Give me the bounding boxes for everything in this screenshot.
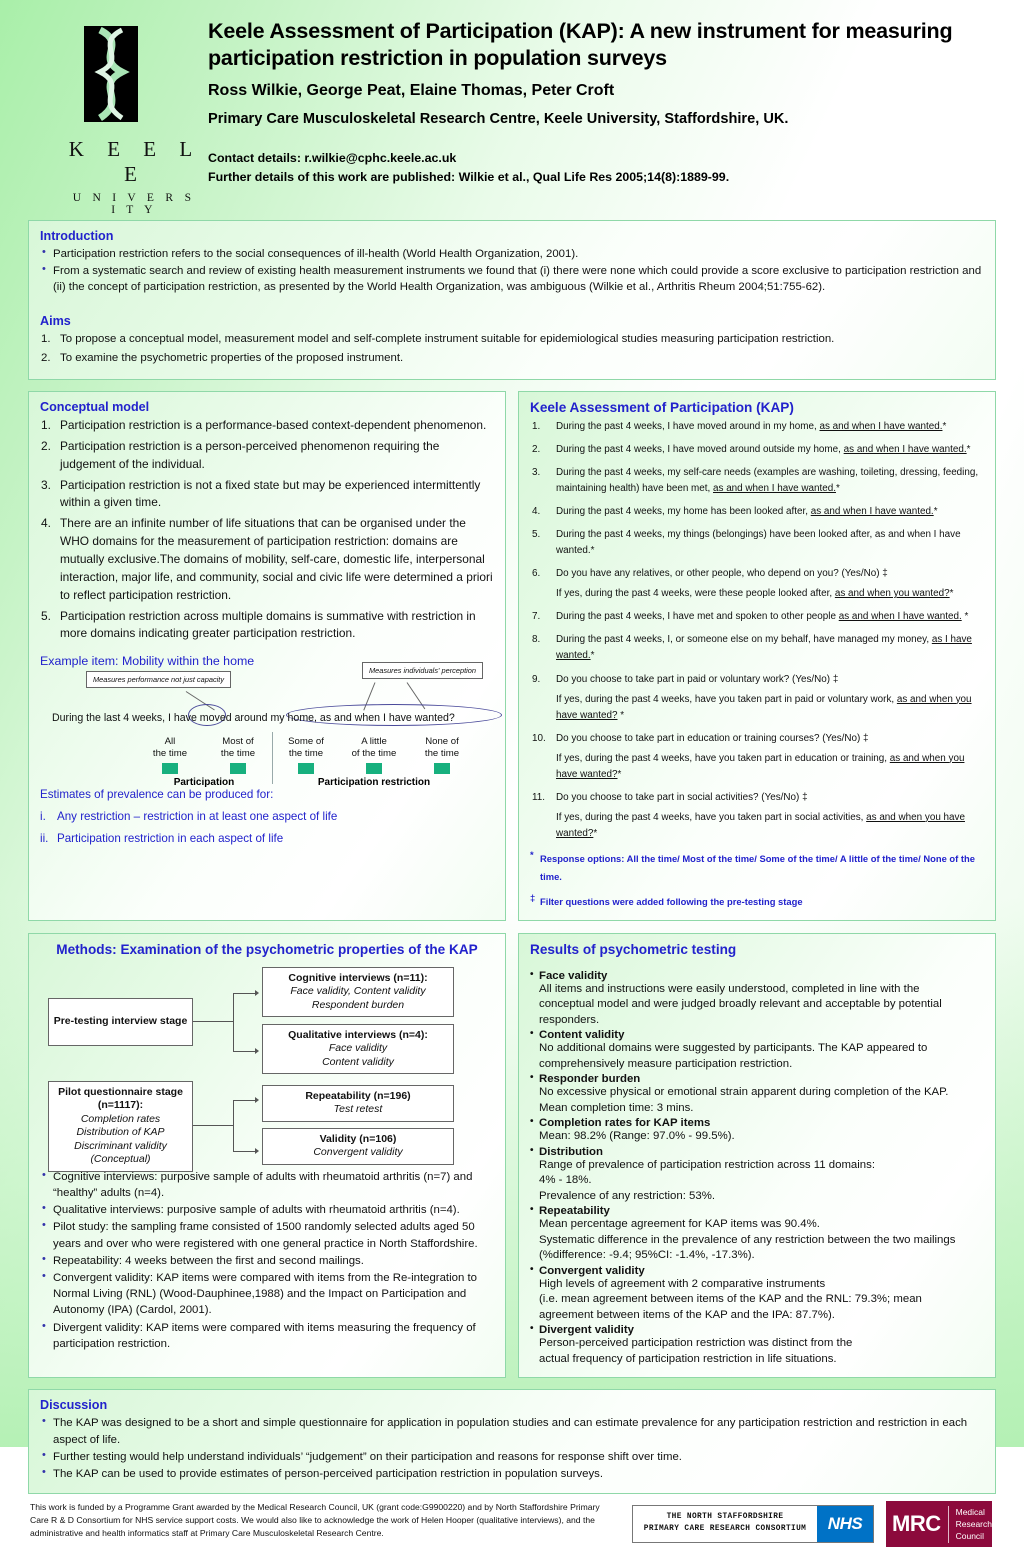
kap-question (530, 731, 984, 783)
kap-heading: Keele Assessment of Participation (KAP) (530, 399, 794, 415)
kap-question: During the past 4 weeks, my things (belongings) have been looked after, as and when I have wanted.* (556, 529, 961, 557)
group-label-participation-restriction: Participation restriction (317, 777, 431, 789)
kap-question-text: Do you have any relatives, or other people, who depend on you? (Yes/No) ‡ (556, 568, 888, 580)
kap-questionnaire-panel (518, 391, 996, 921)
list-item: Participation restriction is a performance-based context-dependent phenomenon. (60, 417, 487, 432)
list-item: • Repeatability: 4 weeks between the first and second mailings. (40, 1253, 494, 1269)
arrowhead (255, 1148, 259, 1154)
checkbox-square[interactable] (230, 763, 246, 774)
example-item-heading: Example item: Mobility within the home (40, 654, 255, 669)
arrowhead (255, 990, 259, 996)
kap-question-emphasis: as and when I have wanted. (838, 611, 962, 623)
callout-performance: Measures performance not just capacity (86, 671, 231, 688)
list-item: • Pilot study: the sampling frame consisted of 1500 randomly selected adults aged 50 years and over who were registered with one general practice in North Staffordshire. (40, 1219, 494, 1251)
aims-heading: Aims (40, 313, 71, 328)
nhs-logo: NHS (817, 1506, 873, 1542)
result-item-line: Systematic difference in the prevalence of any restriction between the two mailings (539, 1233, 956, 1246)
result-item-line: (i.e. mean agreement between items of the KAP and the RNL: 79.3%; mean (539, 1293, 922, 1306)
kap-question-subtext: If yes, during the past 4 weeks, have you taken part in education or training, as and when you have wanted?* (556, 752, 965, 780)
conceptual-model-list (40, 417, 494, 643)
connector (233, 1100, 234, 1151)
results-list (530, 970, 984, 1368)
result-item (530, 1073, 984, 1116)
kap-question (530, 790, 984, 842)
methods-flowchart (40, 963, 494, 1166)
flow-box-pretesting: Pre-testing interview stage (48, 998, 193, 1046)
checkbox-square[interactable] (162, 763, 178, 774)
discussion-heading: Discussion (40, 1398, 108, 1413)
kap-question-text: During the past 4 weeks, my things (belongings) have been looked after, as and when I have wanted. (556, 529, 961, 557)
result-item-line: comprehensively measure participation restriction. (539, 1057, 793, 1070)
kap-question-subtext: If yes, during the past 4 weeks, have you taken part in paid or voluntary work, as and when you have wanted? * (556, 693, 972, 721)
result-item-line: High levels of agreement with 2 comparative instruments (539, 1277, 826, 1290)
example-question: During the last 4 weeks, I have moved around my home, as and when I have wanted? (52, 712, 455, 725)
list-item: • Cognitive interviews: purposive sample of adults with rheumatoid arthritis (n=7) and “healthy” adults (n=4). (40, 1169, 494, 1201)
list-item: Participation restriction is not a fixed state but may be experienced intermittently within a given time. (60, 477, 481, 510)
discussion-bullets (40, 1415, 984, 1482)
result-item (530, 1265, 984, 1324)
checkbox-square[interactable] (366, 763, 382, 774)
result-item-line: Mean percentage agreement for KAP items was 90.4%. (539, 1218, 820, 1231)
kap-question-text: During the past 4 weeks, my home has been looked after, (556, 506, 811, 518)
result-item-title: • Content validity (530, 1029, 984, 1041)
mrc-abbreviation: MRC (892, 1511, 941, 1537)
kap-question-text: Do you choose to take part in education or training courses? (Yes/No) ‡ (556, 732, 869, 744)
mrc-logo (886, 1501, 992, 1547)
result-item-line: actual frequency of participation restriction in life situations. (539, 1352, 837, 1365)
flow-box-repeatability: Repeatability (n=196) Test retest (262, 1085, 454, 1122)
list-item: • Divergent validity: KAP items were compared with items measuring the frequency of participation restriction. (40, 1320, 494, 1352)
list-item: • The KAP was designed to be a short and simple questionnaire for application in population studies and can estimate prevalence for any participation restriction and restriction in each aspect of life. (40, 1415, 984, 1447)
scale-option-none-of-the-time: None of the time (408, 736, 476, 774)
arrowhead (255, 1097, 259, 1103)
kap-question-text: During the past 4 weeks, my self-care needs (examples are washing, toileting, dressing, feeding, maintaining health) have been met, (556, 467, 979, 495)
kap-question-subtext: If yes, during the past 4 weeks, were these people looked after, as and when you wanted?* (556, 588, 954, 600)
consortium-line-2: PRIMARY CARE RESEARCH CONSORTIUM (643, 1525, 807, 1534)
prevalence-item-1: i. Any restriction – restriction in at least one aspect of life (40, 810, 338, 824)
list-item: • Qualitative interviews: purposive sample of adults with rheumatoid arthritis (n=4). (40, 1202, 494, 1218)
connector (233, 1151, 255, 1152)
north-staffordshire-logo (632, 1505, 874, 1543)
kap-question-text: During the past 4 weeks, I have moved around outside my home, (556, 443, 844, 455)
mrc-line-1: Medical (955, 1506, 985, 1517)
result-item-title: • Distribution (530, 1146, 984, 1158)
result-item (530, 1205, 984, 1264)
result-item-line: No additional domains were suggested by participants. The KAP appeared to (539, 1042, 928, 1055)
further-details: Further details of this work are published: Wilkie et al., Qual Life Res 2005;14(8):1889-99. (208, 169, 730, 184)
result-item-line: agreement between items of the KAP and the IPA: 87.7%). (539, 1308, 835, 1321)
result-item-line: Mean completion time: 3 mins. (539, 1101, 694, 1114)
connector (233, 1051, 255, 1052)
results-panel (518, 933, 996, 1379)
result-item-line: No excessive physical or emotional strain apparent during completion of the KAP. (539, 1086, 949, 1099)
list-item: Participation restriction across multiple domains is summative with restriction in more domains indicating greater participation restriction. (60, 608, 476, 641)
result-item-title: • Convergent validity (530, 1265, 984, 1277)
page-title: Keele Assessment of Participation (KAP): A new instrument for measuring participation restriction in population surveys (208, 19, 953, 71)
kap-question-emphasis: as and when I have wanted. (843, 443, 967, 455)
discussion-panel (28, 1389, 996, 1494)
result-item-line: 4% - 18%. (539, 1174, 592, 1187)
checkbox-square[interactable] (434, 763, 450, 774)
funding-acknowledgement: This work is funded by a Programme Grant awarded by the Medical Research Council, UK (grant code:G9900220) and by North Staffordshire Primary Care R & D Consortium for NHS service support costs. We would also like to acknowledge the work of Helen Hooper (qualitative interviews), and the administrative and health informatics staff at Primary Care Musculoskeletal Research Centre. (30, 1502, 600, 1538)
list-item: Participation restriction is a person-perceived phenomenon requiring the judgement of the individual. (60, 438, 440, 471)
kap-question-emphasis: as and when I have wanted. (713, 483, 836, 495)
connector (233, 1100, 255, 1101)
flow-box-qualitative-interviews: Qualitative interviews (n=4): Face validity Content validity (262, 1024, 454, 1074)
kap-question: During the past 4 weeks, my self-care needs (examples are washing, toileting, dressing, feeding, maintaining health) have been met, as and when I have wanted.* (556, 467, 979, 495)
result-item (530, 1146, 984, 1205)
result-item-line: All items and instructions were easily understood, completed in line with the (539, 982, 920, 995)
kap-question: During the past 4 weeks, I have moved around outside my home, as and when I have wanted.* (556, 443, 971, 455)
callout-perception: Measures individuals' perception (362, 662, 483, 679)
prevalence-item-2: ii. Participation restriction in each aspect of life (40, 832, 284, 846)
kap-question-emphasis: as I have wanted. (556, 634, 972, 662)
list-item: To propose a conceptual model, measurement model and self-complete instrument suitable for epidemiological studies measuring participation restriction. (60, 332, 835, 345)
flow-box-pilot-questionnaire: Pilot questionnaire stage (n=1117): Completion rates Distribution of KAP Discriminant validity (Conceptual) (48, 1081, 193, 1172)
kap-question-text: Do you choose to take part in paid or voluntary work? (Yes/No) ‡ (556, 673, 839, 685)
contact-details: Contact details: r.wilkie@cphc.keele.ac.uk (208, 150, 457, 165)
poster-footer (0, 1494, 1024, 1547)
result-item-title: • Completion rates for KAP items (530, 1117, 984, 1129)
list-item: • Convergent validity: KAP items were compared with items from the Re-integration to Normal Living (RNL) (Wood-Dauphinee,1988) and the Impact on Participation and Autonomy (IPA) (Cardol, 2001). (40, 1270, 494, 1319)
kap-question: During the past 4 weeks, I, or someone else on my behalf, have managed my money, as I have wanted.* (556, 634, 972, 662)
kap-question-emphasis: as and when I have wanted. (810, 506, 934, 518)
result-item-title: • Responder burden (530, 1073, 984, 1085)
kap-question (530, 566, 984, 602)
poster-header (0, 0, 1024, 220)
kap-question-subtext: If yes, during the past 4 weeks, have you taken part in social activities, as and when you have wanted?* (556, 811, 965, 839)
result-item (530, 1324, 984, 1367)
aims-list (40, 331, 984, 366)
checkbox-square[interactable] (298, 763, 314, 774)
result-item-line: (%difference: -9.4; 95%CI: -1.4%, -17.3%). (539, 1249, 755, 1262)
result-item-title: • Repeatability (530, 1205, 984, 1217)
mrc-line-3: Council (955, 1531, 984, 1542)
result-item-line: responders. (539, 1013, 600, 1026)
scale-option-some-of-the-time: Some of the time (272, 736, 340, 774)
scale-option-all-the-time: All the time (136, 736, 204, 774)
result-item (530, 1029, 984, 1072)
example-item-diagram (40, 666, 494, 789)
flow-box-validity: Validity (n=106) Convergent validity (262, 1128, 454, 1165)
result-item-title: • Face validity (530, 970, 984, 982)
methods-bullets (40, 1169, 494, 1352)
list-item: • Participation restriction refers to the social consequences of ill-health (World Health Organization, 2001). (40, 246, 984, 262)
list-item: • From a systematic search and review of existing health measurement instruments we found that (i) there were none which could provide a score exclusive to participation restriction and (ii) the concept of participation restriction, as presented by the World Health Organization, was ambiguous (Wilkie et al., Arthritis Rheum 2004;51:755-62). (40, 263, 984, 295)
result-item-line: conceptual model and were judged broadly relevant and acceptable by potential (539, 998, 942, 1011)
keele-wordmark: K E E L E (68, 137, 202, 186)
keele-university-text: U N I V E R S I T Y (72, 192, 196, 216)
introduction-bullets (40, 246, 984, 296)
result-item-line: Range of prevalence of participation restriction across 11 domains: (539, 1158, 875, 1171)
results-heading: Results of psychometric testing (530, 941, 737, 957)
connector (193, 1021, 233, 1022)
kap-question-emphasis: as and when I have wanted. (819, 420, 943, 432)
consortium-line-1: THE NORTH STAFFORDSHIRE (666, 1513, 784, 1522)
result-item-line: Prevalence of any restriction: 53%. (539, 1189, 716, 1202)
affiliation: Primary Care Musculoskeletal Research Centre, Keele University, Staffordshire, UK. (208, 110, 789, 127)
conceptual-model-heading: Conceptual model (40, 399, 150, 414)
scale-option-most-of-the-time: Most of the time (204, 736, 272, 774)
kap-question: During the past 4 weeks, I have moved around in my home, as and when I have wanted.* (556, 420, 947, 432)
list-item: To examine the psychometric properties of the proposed instrument. (60, 351, 404, 364)
scale-divider (272, 732, 273, 784)
kap-question-text: During the past 4 weeks, I, or someone else on my behalf, have managed my money, (556, 634, 932, 646)
result-item-line: Mean: 98.2% (Range: 97.0% - 99.5%). (539, 1130, 735, 1143)
result-item (530, 1117, 984, 1145)
kap-question-list (530, 419, 984, 842)
introduction-heading: Introduction (40, 229, 114, 243)
list-item: There are an infinite number of life situations that can be organised under the WHO domains for the measurement of participation restriction: domains are mutually exclusive.The domains of mobility, self-care, domestic life, interpersonal interaction, major life, and community, social and civic life were determined a priori to reflect participation restriction. (60, 516, 493, 602)
flow-box-cognitive-interviews: Cognitive interviews (n=11): Face validity, Content validity Respondent burden (262, 967, 454, 1017)
dna-helix-icon (84, 26, 138, 122)
kap-question-text: Do you choose to take part in social activities? (Yes/No) ‡ (556, 791, 808, 803)
kap-footnote-2: ‡ Filter questions were added following the pre-testing stage (530, 891, 803, 907)
authors: Ross Wilkie, George Peat, Elaine Thomas, Peter Croft (208, 81, 615, 99)
kap-footnote-1: * Response options: All the time/ Most of the time/ Some of the time/ A little of the time/ None of the time. (530, 848, 975, 882)
kap-question: During the past 4 weeks, my home has been looked after, as and when I have wanted.* (556, 506, 938, 518)
prevalence-heading: Estimates of prevalence can be produced for: (40, 788, 274, 802)
methods-panel (28, 933, 506, 1379)
result-item-line: Person-perceived participation restriction was distinct from the (539, 1337, 853, 1350)
connector (193, 1125, 233, 1126)
scale-option-a-little-of-the-time: A little of the time (340, 736, 408, 774)
kap-question (530, 672, 984, 724)
response-scale (136, 736, 476, 788)
result-item (530, 970, 984, 1029)
conceptual-model-panel (28, 391, 506, 921)
methods-heading: Methods: Examination of the psychometric properties of the KAP (56, 941, 478, 957)
mrc-line-2: Research (955, 1519, 992, 1530)
result-item-title: • Divergent validity (530, 1324, 984, 1336)
connector (233, 993, 255, 994)
list-item: • The KAP can be used to provide estimates of person-perceived participation restriction in population surveys. (40, 1466, 984, 1482)
introduction-panel (28, 220, 996, 380)
arrowhead (255, 1048, 259, 1054)
kap-question: During the past 4 weeks, I have met and spoken to other people as and when I have wanted. * (556, 611, 969, 623)
keele-logo (62, 18, 202, 216)
list-item: • Further testing would help understand individuals’ “judgement” on their participation and reasons for response shift over time. (40, 1449, 984, 1465)
kap-question-text: During the past 4 weeks, I have met and spoken to other people (556, 611, 839, 623)
group-label-participation: Participation (173, 777, 235, 789)
connector (233, 993, 234, 1051)
kap-question-text: During the past 4 weeks, I have moved around in my home, (556, 420, 820, 432)
